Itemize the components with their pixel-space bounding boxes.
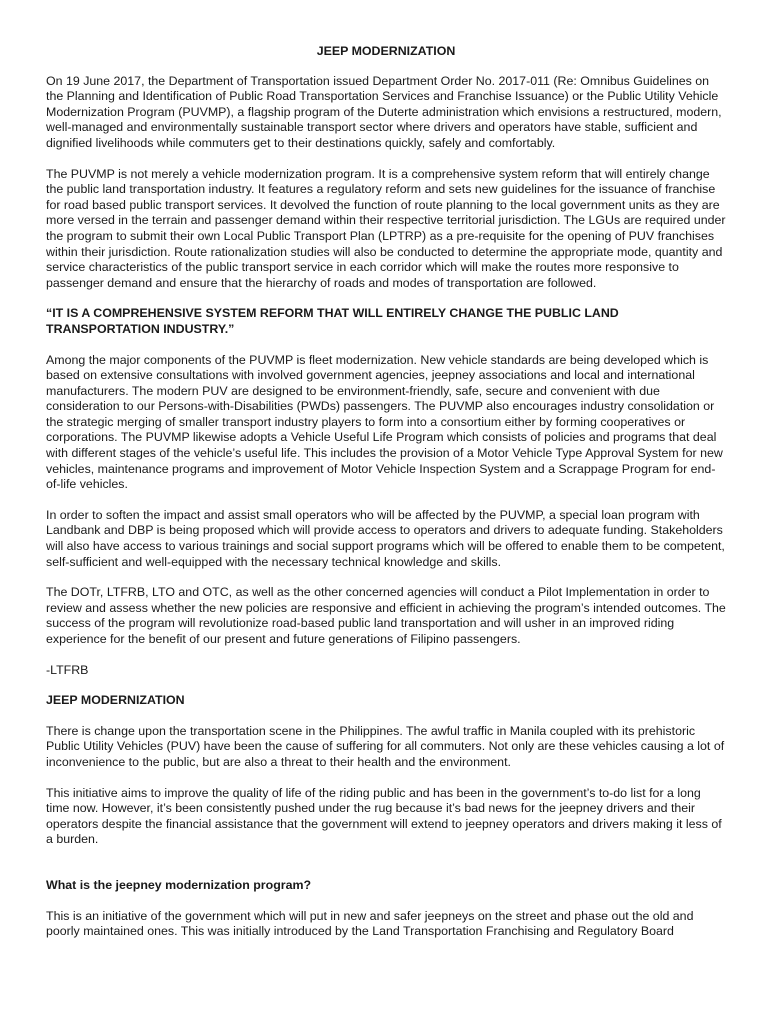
document-body bbox=[46, 44, 726, 955]
document-title: JEEP MODERNIZATION bbox=[316, 44, 456, 58]
paragraph: The PUVMP is not merely a vehicle modernization program. It is a comprehensive system reform that will entirely change the public land transportation industry. It features a regulatory reform and sets new guidelines for the issuance of franchise for road based public transport services. It devolved the function of route planning to the local government units as they are more versed in the terrain and passenger demand within their respective territorial jurisdiction. The LGUs are required under the program to submit their own Local Public Transport Plan (LPTRP) as a pre-requisite for the opening of PUV franchises within their jurisdiction. Route rationalization studies will also be conducted to determine the appropriate mode, quantity and service characteristics of the public transport service in each corridor which will make the routes more responsive to passenger demand and ensure that the hierarchy of roads and modes of transportation are followed. bbox=[46, 166, 726, 290]
paragraph: There is change upon the transportation scene in the Philippines. The awful traffic in Manila coupled with its prehistoric Public Utility Vehicles (PUV) have been the cause of suffering for all commuters. Not only are these vehicles causing a lot of inconvenience to the public, but are also a threat to their health and the environment. bbox=[46, 723, 725, 769]
paragraph: This is an initiative of the government which will put in new and safer jeepneys on the street and phase out the old and poorly maintained ones. This was initially introduced by the Land Transportation Franchising and Regulatory Board bbox=[46, 908, 694, 939]
paragraph: On 19 June 2017, the Department of Transportation issued Department Order No. 2017-011 (Re: Omnibus Guidelines on the Planning and Identification of Public Road Transportation Services and Franchise Issuance) or the Public Utility Vehicle Modernization Program (PUVMP), a flagship program of the Duterte administration which envisions a restructured, modern, well-managed and environmentally sustainable transport sector where drivers and operators have stable, sufficient and dignified livelihoods while commuters get to their destinations quickly, safely and comfortably. bbox=[46, 73, 722, 150]
pull-quote: “IT IS A COMPREHENSIVE SYSTEM REFORM THAT WILL ENTIRELY CHANGE THE PUBLIC LAND TRANSPORTATION INDUSTRY.” bbox=[46, 306, 619, 336]
section-heading: JEEP MODERNIZATION bbox=[46, 693, 185, 708]
question-heading: What is the jeepney modernization program? bbox=[46, 877, 312, 892]
signature-line: -LTFRB bbox=[46, 662, 89, 677]
paragraph: The DOTr, LTFRB, LTO and OTC, as well as the other concerned agencies will conduct a Pilot Implementation in order to review and assess whether the new policies are responsive and efficient in achieving the program’s intended outcomes. The success of the program will revolutionize road-based public land transportation and will usher in an improved riding experience for the benefit of our present and future generations of Filipino passengers. bbox=[46, 585, 726, 646]
paragraph: Among the major components of the PUVMP is fleet modernization. New vehicle standards are being developed which is based on extensive consultations with involved government agencies, jeepney associations and local and international manufacturers. The modern PUV are designed to be environment-friendly, safe, secure and convenient with due consideration to our Persons-with-Disabilities (PWDs) passengers. The PUVMP also encourages industry consolidation or the strategic merging of smaller transport industry players to form into a consortium either by forming cooperatives or corporations. The PUVMP likewise adopts a Vehicle Useful Life Program which consists of policies and programs that deal with different stages of the vehicle’s useful life. This includes the provision of a Motor Vehicle Type Approval System for new vehicles, maintenance programs and improvement of Motor Vehicle Inspection System and a Scrappage Program for end-of-life vehicles. bbox=[46, 352, 723, 492]
paragraph: In order to soften the impact and assist small operators who will be affected by the PUVMP, a special loan program with Landbank and DBP is being proposed which will provide access to operators and drivers to adequate funding. Stakeholders will also have access to various trainings and social support programs which will be offered to enable them to be competent, self-sufficient and well-equipped with the necessary technical knowledge and skills. bbox=[46, 507, 725, 569]
paragraph: This initiative aims to improve the quality of life of the riding public and has been in the government’s to-do list for a long time now. However, it’s been consistently pushed under the rug because it’s bad news for the jeepney drivers and their operators despite the financial assistance that the government will extend to jeepney operators and drivers making it less of a burden. bbox=[46, 785, 722, 847]
